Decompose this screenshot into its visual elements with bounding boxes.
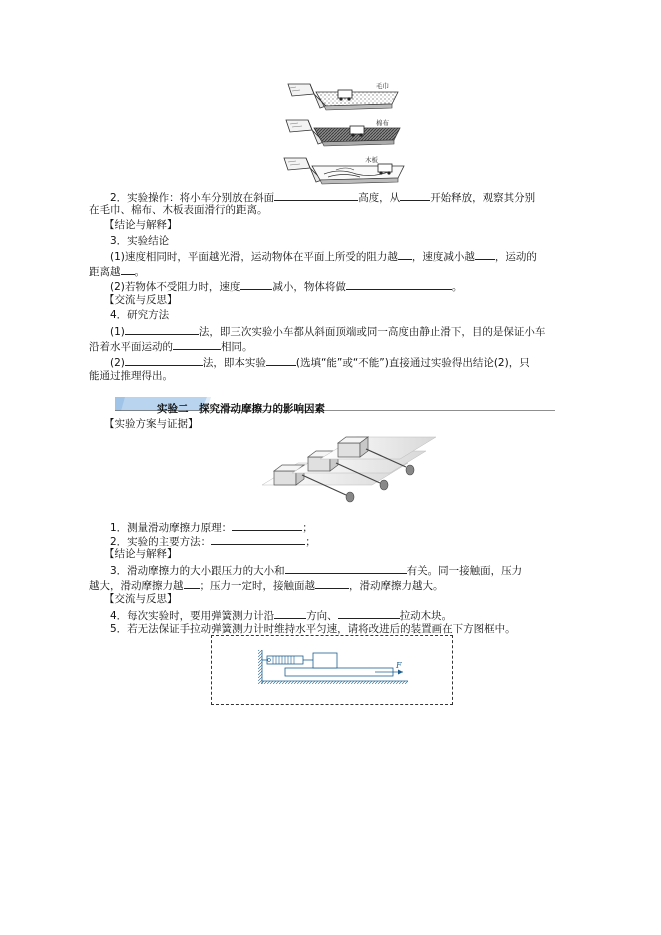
q3-1-line1: (1)速度相同时，平面越光滑，运动物体在平面上所受的阻力越 ，速度减小越 ，运动的 — [110, 251, 537, 263]
ramp-figure — [280, 78, 410, 186]
section-title: 实验二 探究滑动摩擦力的影响因素 — [157, 403, 325, 415]
blank[interactable] — [398, 249, 412, 260]
label-wood: 木板 — [365, 156, 378, 164]
q3-1-line2: 距离越 。 — [89, 266, 145, 278]
s2-q2: 2．实验的主要方法： ； — [110, 536, 316, 548]
blank[interactable] — [125, 324, 199, 335]
s2-q3-line1: 3．滑动摩擦力的大小跟压力的大小和 有关。同一接触面，压力 — [110, 565, 523, 577]
q3-2: (2)若物体不受阻力时，速度 减小，物体将做 。 — [110, 281, 463, 293]
label-cotton: 棉布 — [376, 119, 389, 127]
heading-plan: 【实验方案与证据】 — [104, 418, 199, 430]
q2-line2: 在毛巾、棉布、木板表面滑行的距离。 — [89, 204, 268, 216]
blank[interactable] — [211, 534, 305, 545]
ramp-wood — [284, 158, 404, 184]
force-label: F — [396, 661, 402, 670]
q4-1-line1: (1) 法，即三次实验小车都从斜面顶端或同一高度由静止滑下，目的是保证小车 — [110, 326, 546, 338]
blank[interactable] — [240, 279, 272, 290]
blank[interactable] — [338, 608, 400, 619]
heading-reflect-1: 【交流与反思】 — [104, 294, 178, 306]
q4-title: 4．研究方法 — [110, 309, 170, 321]
heading-reflect-2: 【交流与反思】 — [104, 593, 178, 605]
blank[interactable] — [232, 520, 302, 531]
heading-conclusion-1: 【结论与解释】 — [104, 219, 178, 231]
blank[interactable] — [285, 563, 407, 574]
blank[interactable] — [315, 578, 349, 589]
q2-line1: 2．实验操作：将小车分别放在斜面 高度，从 开始释放，观察其分别 — [110, 192, 536, 204]
blank[interactable] — [346, 279, 452, 290]
heading-conclusion-2: 【结论与解释】 — [104, 548, 178, 560]
spring-scale-apparatus — [255, 648, 411, 688]
blank[interactable] — [121, 264, 135, 275]
friction-figure — [258, 433, 438, 515]
q4-1-line2: 沿着水平面运动的 相同。 — [89, 341, 253, 353]
s2-q4: 4．每次实验时，要用弹簧测力计沿 方向、 拉动木块。 — [110, 610, 453, 622]
q4-2-line2: 能通过推理得出。 — [89, 370, 173, 382]
blank[interactable] — [173, 339, 221, 350]
blank[interactable] — [184, 578, 200, 589]
q3-title: 3．实验结论 — [110, 235, 170, 247]
blank[interactable] — [274, 608, 306, 619]
blank[interactable] — [400, 190, 430, 201]
blank[interactable] — [266, 355, 296, 366]
blank[interactable] — [475, 249, 495, 260]
label-towel: 毛巾 — [376, 82, 389, 90]
s2-q3-line2: 越大，滑动摩擦力越 ；压力一定时，接触面越 ，滑动摩擦力越大。 — [89, 580, 444, 592]
s2-q1: 1．测量滑动摩擦力原理： ； — [110, 522, 313, 534]
q4-2-line1: (2) 法，即本实验 (选填“能”或“不能”)直接通过实验得出结论(2)，只 — [110, 357, 530, 369]
blank[interactable] — [125, 355, 203, 366]
blank[interactable] — [274, 190, 358, 201]
s2-q5: 5．若无法保证手拉动弹簧测力计时维持水平匀速，请将改进后的装置画在下方图框中。 — [110, 623, 516, 635]
